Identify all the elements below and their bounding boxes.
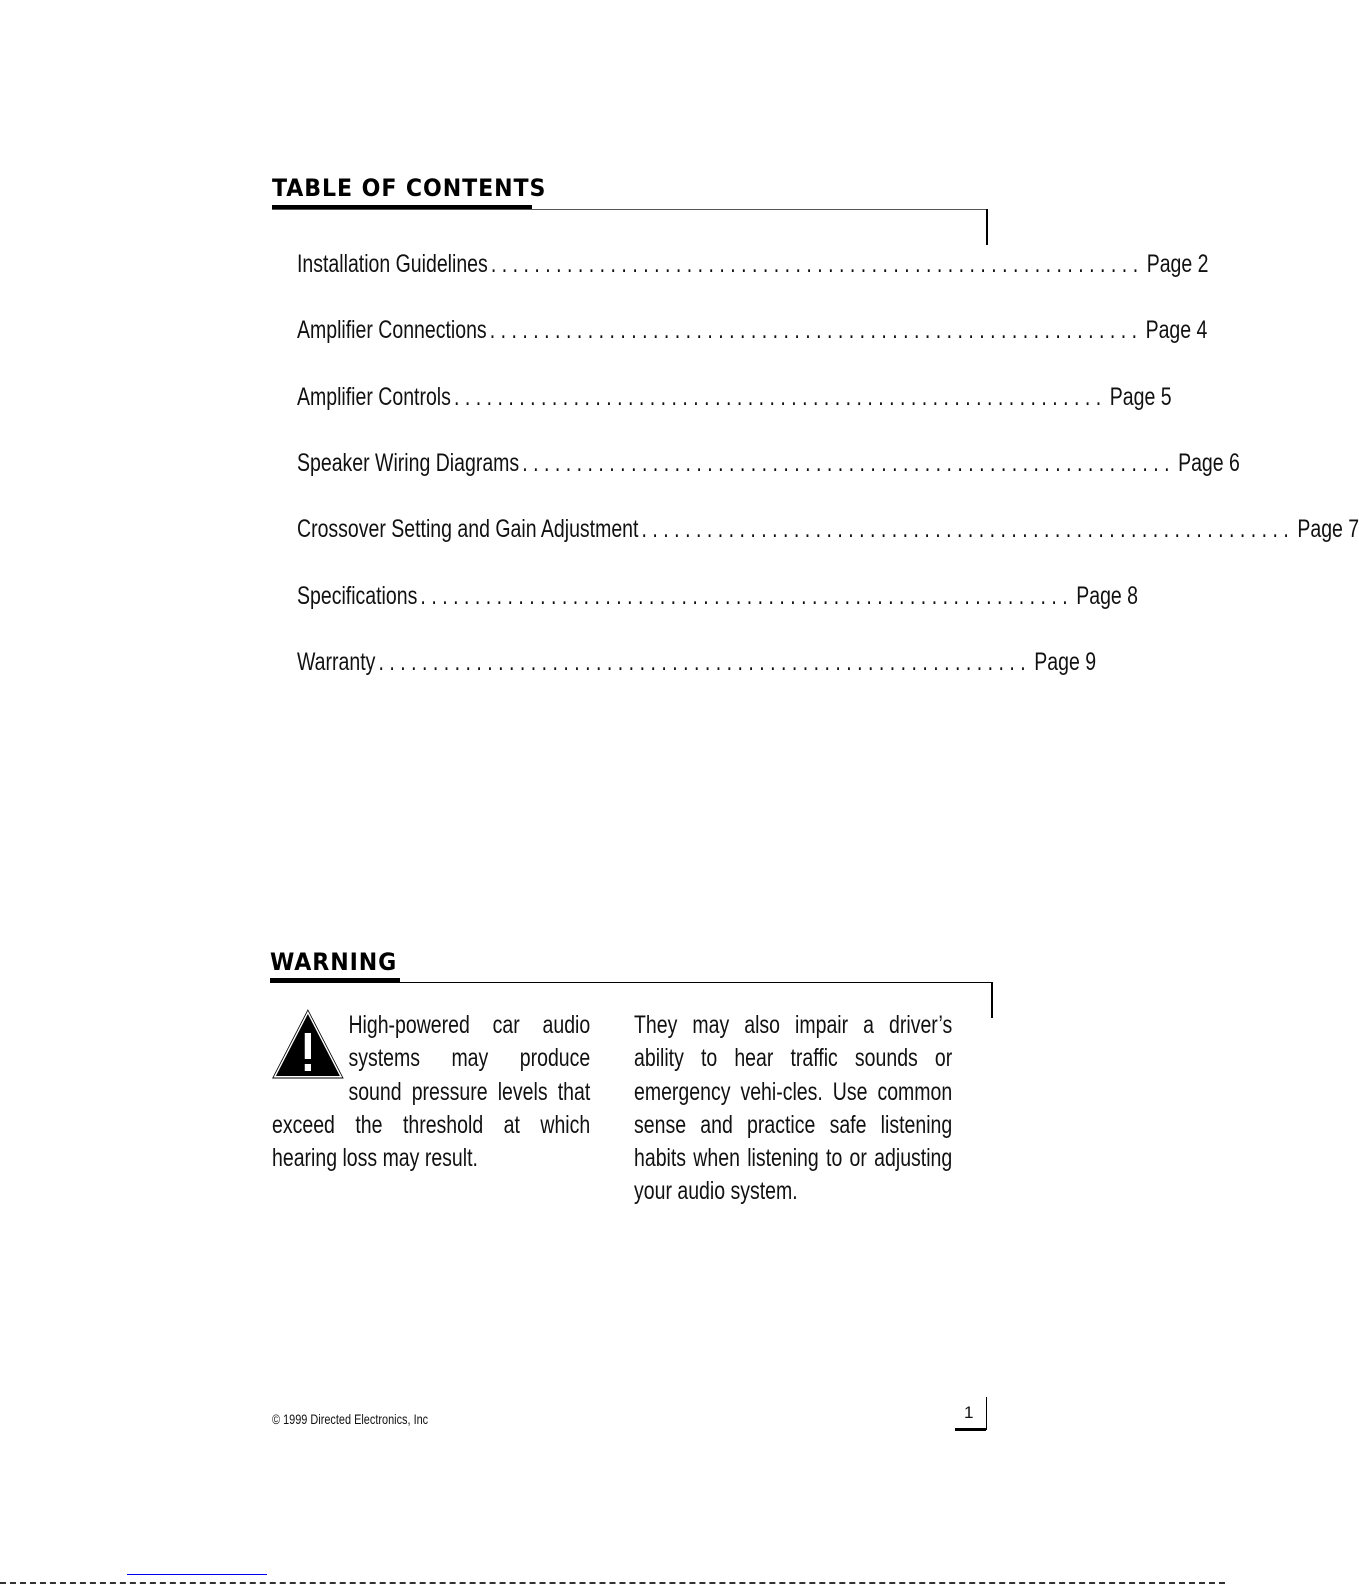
warning-rule	[270, 982, 992, 983]
toc-entry[interactable]	[297, 449, 1240, 479]
toc-entry-page: Page 2	[1146, 250, 1209, 278]
toc-entry[interactable]	[297, 383, 1172, 413]
toc-entry[interactable]	[297, 250, 1209, 280]
warning-right-column	[634, 1009, 952, 1209]
toc-rule-end	[986, 209, 988, 245]
warning-right-text: They may also impair a driver’s ability to hear traffic sounds or emergency vehi-cles. Use common sense and practice safe listening habits when listening to or adjusting your audio system.	[634, 1011, 953, 1206]
toc-entry-page: Page 4	[1145, 316, 1208, 344]
toc-entry-page: Page 6	[1178, 449, 1240, 477]
page-number-underline	[955, 1428, 986, 1431]
leader-dots: ............................................................	[522, 449, 1175, 477]
warning-left-text: High-powered car audio systems may produce sound pressure levels that exceed the threshold at which hearing loss may result.	[272, 1011, 591, 1173]
leader-dots: ............................................................	[420, 582, 1074, 610]
toc-entry[interactable]	[297, 316, 1208, 346]
toc-entry-label: Warranty	[297, 648, 376, 676]
warning-heading: WARNING	[270, 948, 398, 976]
toc-entry-page: Page 9	[1034, 648, 1097, 676]
toc-entry-label: Crossover Setting and Gain Adjustment	[297, 515, 639, 543]
page-number-rule	[986, 1397, 987, 1430]
leader-dots: ............................................................	[489, 316, 1143, 344]
toc-entry-label: Speaker Wiring Diagrams	[297, 449, 520, 477]
toc-entry[interactable]	[297, 648, 1097, 678]
copyright: © 1999 Directed Electronics, Inc	[272, 1411, 429, 1427]
leader-dots: ............................................................	[490, 250, 1144, 278]
toc-entry[interactable]	[297, 515, 1359, 545]
leader-dots: ............................................................	[453, 383, 1107, 411]
toc-entry-label: Specifications	[297, 582, 418, 610]
warning-rule-end	[991, 982, 993, 1018]
bottom-border	[0, 1582, 1225, 1586]
leader-dots: ............................................................	[378, 648, 1032, 676]
toc-entry-label: Amplifier Connections	[297, 316, 487, 344]
toc-entry-label: Amplifier Controls	[297, 383, 451, 411]
toc-heading: TABLE OF CONTENTS	[272, 174, 547, 202]
leader-dots: ............................................................	[641, 515, 1295, 543]
warning-left-column	[272, 1009, 590, 1175]
warning-triangle-icon	[272, 1009, 344, 1079]
toc-rule	[272, 209, 988, 210]
toc-entry-page: Page 5	[1109, 383, 1172, 411]
toc-entry-label: Installation Guidelines	[297, 250, 488, 278]
page-number: 1	[964, 1403, 974, 1422]
toc-entry-page: Page 7	[1297, 515, 1359, 543]
toc-entry-page: Page 8	[1076, 582, 1139, 610]
toc-entry[interactable]	[297, 582, 1139, 612]
blue-line	[127, 1574, 267, 1575]
